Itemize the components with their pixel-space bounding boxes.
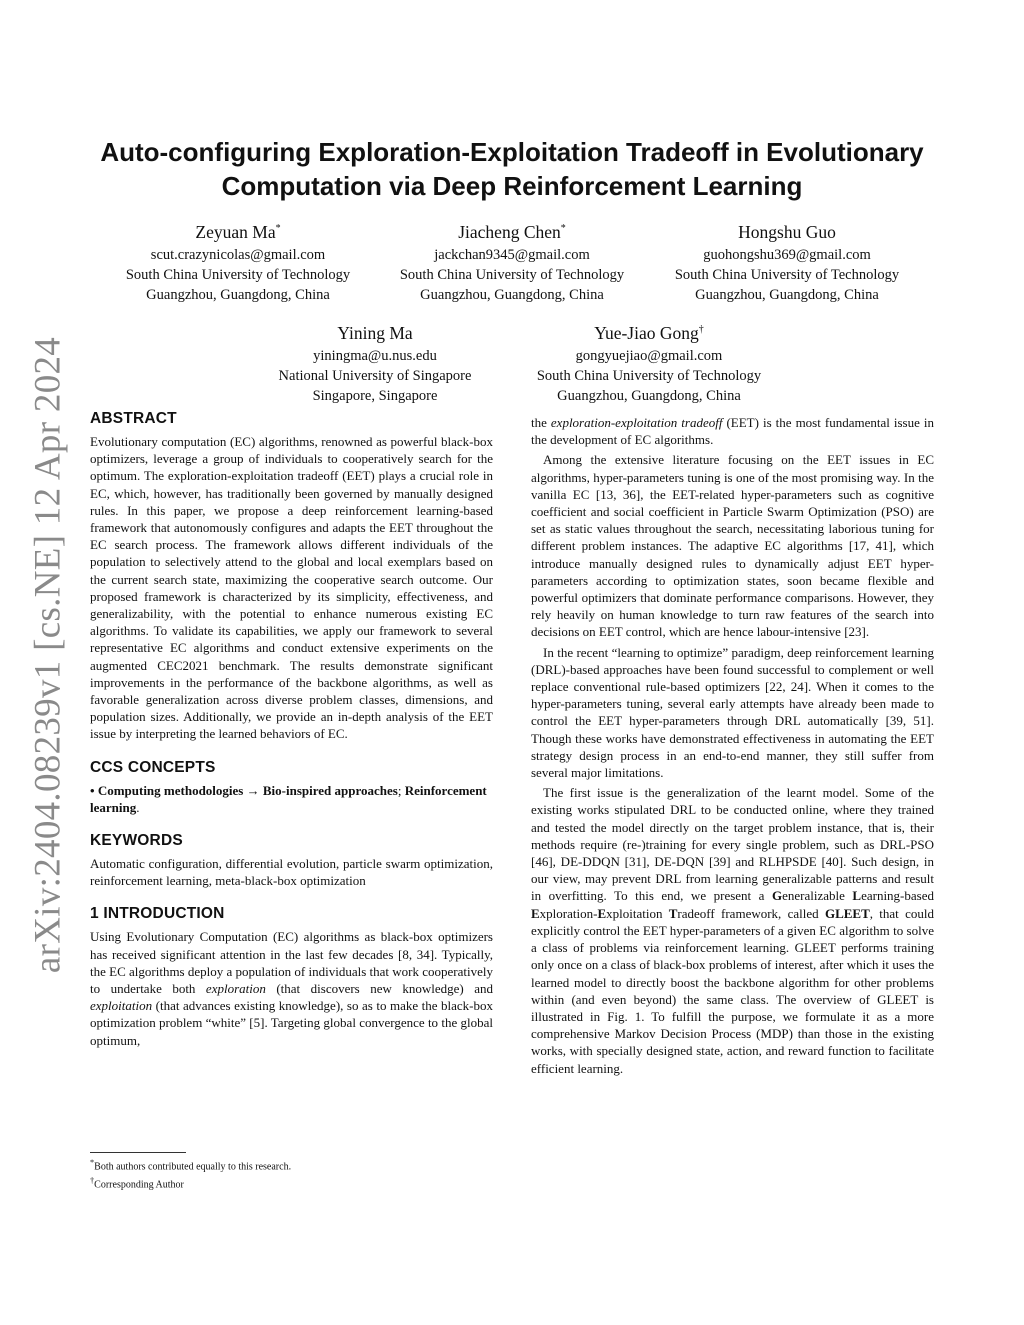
author-block: [637, 217, 937, 305]
author-block: [362, 217, 662, 305]
intro-paragraph: The first issue is the generalization of the learnt model. Some of the existing works stipulated DRL to be conducted online, where they trained and tested the model directly on the target problem instance, that is, their methods require (re-)training for every single problem, such as DRL-PSO [46], DE-DDQN [31], DE-DQN [39] and RLHPSDE [40]. Such design, in our view, may prevent DRL from learning generalizable patterns and result in overfitting. To this end, we present a Generalizable Learning-based Exploration-Exploitation Tradeoff framework, called GLEET, that could explicitly control the EET hyper-parameters of a given EC algorithm to solve a class of problems via reinforcement learning. GLEET performs training only once on a class of black-box problems of interest, after which it uses the learned model to directly boost the backbone algorithm for other problems within (and even beyond) the same class. The overview of GLEET is illustrated in Fig. 1. To fulfill the purpose, we formulate it as a more comprehensive Markov Decision Process (MDP) than those in the existing works, with specially designed state, action, and reward function to facilitate efficient learning.: [531, 785, 934, 1076]
footnote: *Both authors contributed equally to this research.: [90, 1158, 292, 1173]
paper-title: Auto-configuring Exploration-Exploitation Tradeoff in Evolutionary Computation via Deep Reinforcement Learning: [100, 137, 924, 201]
footnotes: [90, 1152, 493, 1192]
author-location: Guangzhou, Guangdong, China: [557, 387, 741, 404]
abstract-heading: ABSTRACT: [90, 410, 177, 427]
intro-paragraph: Using Evolutionary Computation (EC) algorithms as black-box optimizers has received significant attention in the last few decades [8, 34]. Typically, the EC algorithms deploy a population of individuals that work cooperatively to undertake both exploration (that discovers new knowledge) and exploitation (that advances existing knowledge), so as to make the black-box optimization problem “white” [5]. Targeting global convergence to the global optimum,: [90, 929, 493, 1048]
author-location: Guangzhou, Guangdong, China: [420, 286, 604, 303]
abstract-text: Evolutionary computation (EC) algorithms, renowned as powerful black-box optimizers, leverage a group of individuals to cooperatively search for the optimum. The exploration-exploitation tradeoff (EET) plays a crucial role in EC, which, however, has traditionally been governed by manually designed rules. In this paper, we propose a deep reinforcement learning-based framework that autonomously configures and adapts the EET throughout the EC search process. The framework allows different individuals of the population to selectively attend to the global and local exemplars based on the current search state, maximizing the cooperative search outcome. Our proposed framework is characterized by its simplicity, effectiveness, and generalizability, with the potential to enhance numerous existing EC algorithms. To validate its capabilities, we apply our framework to several representative EC algorithms and conduct extensive experiments on the augmented CEC2021 benchmark. The results demonstrate significant improvements in the performance of the backbone algorithms, as well as favorable generalization across diverse problem classes, dimensions, and population sizes. Additionally, we provide an in-depth analysis of the EET issue by interpreting the learned behaviors of EC.: [90, 434, 493, 742]
author-location: Guangzhou, Guangdong, China: [695, 286, 879, 303]
footnote: †Corresponding Author: [90, 1175, 184, 1191]
author-block: [499, 318, 799, 406]
author-affiliation: National University of Singapore: [278, 367, 472, 384]
keywords-heading: KEYWORDS: [90, 832, 183, 850]
footnote-rule: [90, 1152, 186, 1153]
author-affiliation: South China University of Technology: [536, 367, 762, 384]
author-affiliation: South China University of Technology: [399, 266, 625, 283]
author-email[interactable]: guohongshu369@gmail.com: [703, 246, 871, 263]
keywords-text: Automatic configuration, differential evolution, particle swarm optimization, reinforcement learning, meta-black-box optimization: [90, 856, 493, 889]
author-location: Singapore, Singapore: [312, 387, 438, 404]
author-email[interactable]: jackchan9345@gmail.com: [434, 246, 590, 263]
author-email[interactable]: gongyuejiao@gmail.com: [575, 347, 723, 364]
left-column: [90, 410, 493, 1049]
author-email[interactable]: scut.crazynicolas@gmail.com: [150, 246, 326, 263]
author-name: Zeyuan Ma*: [195, 221, 281, 242]
intro-paragraph: In the recent “learning to optimize” paradigm, deep reinforcement learning (DRL)-based approaches have been found successful to complement or well replace conventional rule-based optimizers [22, 24]. When it comes to the hyper-parameters tuning, several early attempts have already been made to control the EET hyper-parameters through DRL automatically [39, 51]. Though these works have demonstrated effectiveness in automating the EET strategy design process in an end-to-end manner, they still suffer from several major limitations.: [531, 644, 934, 781]
introduction-heading: 1 INTRODUCTION: [90, 905, 225, 923]
intro-paragraph-continued: the exploration-exploitation tradeoff (EET) is the most fundamental issue in the development of EC algorithms.: [531, 415, 934, 448]
ccs-concepts: • Computing methodologies → Bio-inspired approaches; Reinforcement learning.: [90, 782, 487, 815]
equal-contribution-mark: *: [275, 223, 281, 234]
author-affiliation: South China University of Technology: [674, 266, 900, 283]
author-name: Jiacheng Chen*: [458, 221, 566, 242]
author-block: [88, 217, 388, 305]
author-block: [225, 318, 525, 406]
right-column: [531, 414, 934, 1077]
author-location: Guangzhou, Guangdong, China: [146, 286, 330, 303]
author-name: Yue-Jiao Gong†: [594, 322, 704, 343]
corresponding-author-mark: †: [698, 324, 704, 335]
author-name: Hongshu Guo: [738, 221, 836, 242]
author-name: Yining Ma: [337, 322, 413, 343]
author-affiliation: South China University of Technology: [125, 266, 351, 283]
equal-contribution-mark: *: [560, 223, 566, 234]
author-email[interactable]: yiningma@u.nus.edu: [313, 347, 437, 364]
arxiv-identifier: arXiv:2404.08239v1 [cs.NE] 12 Apr 2024: [27, 336, 69, 974]
ccs-heading: CCS CONCEPTS: [90, 758, 216, 776]
intro-paragraph: Among the extensive literature focusing on the EET issues in EC algorithms, hyper-parameters tuning is one of the most promising way. In the vanilla EC [13, 36], the EET-related hyper-parameters such as cognitive coefficient and social coefficient in Particle Swarm Optimization (PSO) are set as static values throughout the search, necessitating laborious tuning for different problem instances. The adaptive EC algorithms [17, 41], which introduce manually designed rules to dynamically adjust EET hyper-parameters according to optimization states, soon became flexible and powerful optimizers that dominate performance comparisons. However, they rely heavily on human knowledge to turn raw features of the search into decisions on EET control, which are hence labour-intensive [23].: [531, 452, 934, 640]
